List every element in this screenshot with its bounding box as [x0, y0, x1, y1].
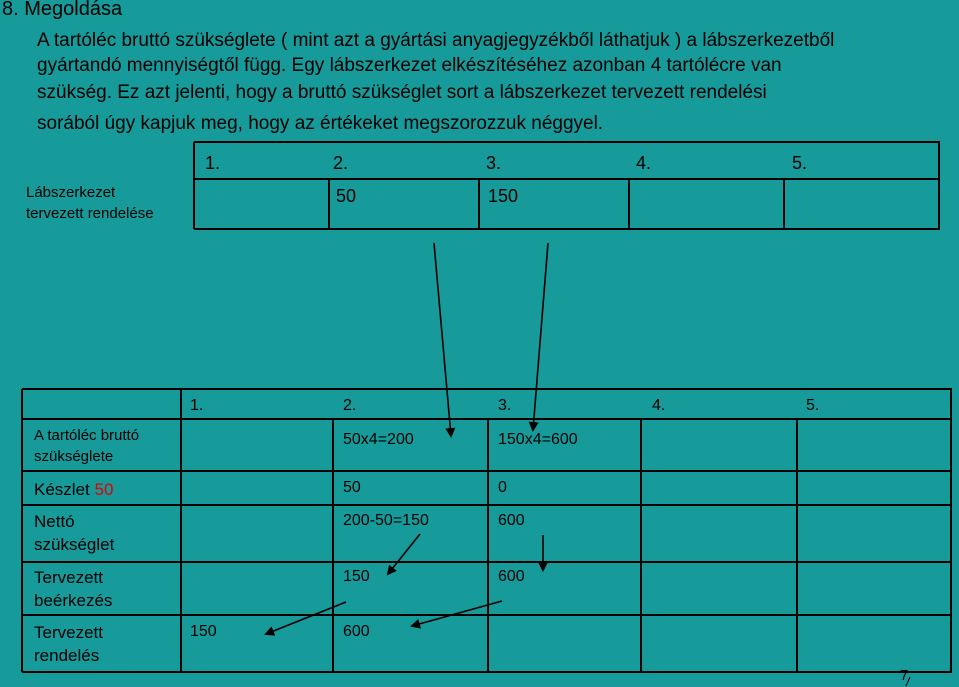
stock-label-text: Készlet [34, 480, 90, 499]
table2-grid [22, 389, 952, 672]
table1-value-3: 150 [488, 186, 519, 206]
intro-line-1: A tartóléc bruttó szükséglete ( mint azt a gyártási anyagjegyzékből láthatjuk ) a lábszerkezetből [37, 30, 835, 51]
order-label-line1: Tervezett [34, 623, 103, 642]
stock-value-2: 50 [343, 479, 361, 496]
arrow-net-2-to-receipt-2 [388, 534, 420, 574]
table1-period-2: 2. [333, 153, 349, 173]
table2-period-4: 4. [652, 397, 666, 414]
arrow-order-3-to-gross-3 [533, 243, 548, 430]
table1-period-1: 1. [205, 153, 221, 173]
receipt-value-2: 150 [343, 568, 370, 585]
net-value-3: 600 [498, 512, 525, 529]
table1-value-2: 50 [336, 186, 357, 206]
stock-initial-value: 50 [94, 480, 114, 499]
arrow-order-2-to-gross-2 [434, 243, 451, 436]
stock-label [34, 478, 113, 501]
receipt-label-line2: beérkezés [34, 591, 113, 610]
receipt-value-3: 600 [498, 568, 525, 585]
intro-line-2: gyártandó mennyiségtől függ. Egy lábszerkezet elkészítéséhez azonban 4 tartólécre van [37, 55, 782, 76]
gross-label-line1: A tartóléc bruttó [34, 427, 140, 444]
receipt-label-line1: Tervezett [34, 568, 103, 587]
gross-value-2: 50x4=200 [343, 431, 414, 448]
order-label-line2: rendelés [34, 646, 100, 665]
table1-period-4: 4. [636, 153, 652, 173]
table1-period-3: 3. [486, 153, 502, 173]
intro-line-3: szükség. Ez azt jelenti, hogy a bruttó szükséglet sort a lábszerkezet tervezett rendelési [37, 82, 767, 103]
page-number: 7 [900, 667, 909, 684]
table2-period-5: 5. [806, 397, 820, 414]
stock-value-3: 0 [498, 479, 507, 496]
gross-label-line2: szükséglete [34, 448, 114, 465]
table1-row-label-line2: tervezett rendelése [26, 205, 154, 222]
table2-period-1: 1. [190, 397, 204, 414]
net-value-2: 200-50=150 [343, 512, 429, 529]
net-label-line1: Nettó [34, 512, 75, 531]
intro-line-4: sorából úgy kapjuk meg, hogy az értékeket megszorozzuk néggyel. [37, 113, 604, 134]
table1-period-5: 5. [792, 153, 808, 173]
table2-period-2: 2. [343, 397, 357, 414]
order-value-2: 600 [343, 623, 370, 640]
order-value-1: 150 [190, 623, 217, 640]
table1-grid [194, 142, 940, 229]
slide-title: 8. Megoldása [2, 0, 123, 20]
gross-value-3: 150x4=600 [498, 431, 578, 448]
table1-row-label-line1: Lábszerkezet [26, 184, 116, 201]
net-label-line2: szükséglet [34, 535, 115, 554]
table2-period-3: 3. [498, 397, 512, 414]
